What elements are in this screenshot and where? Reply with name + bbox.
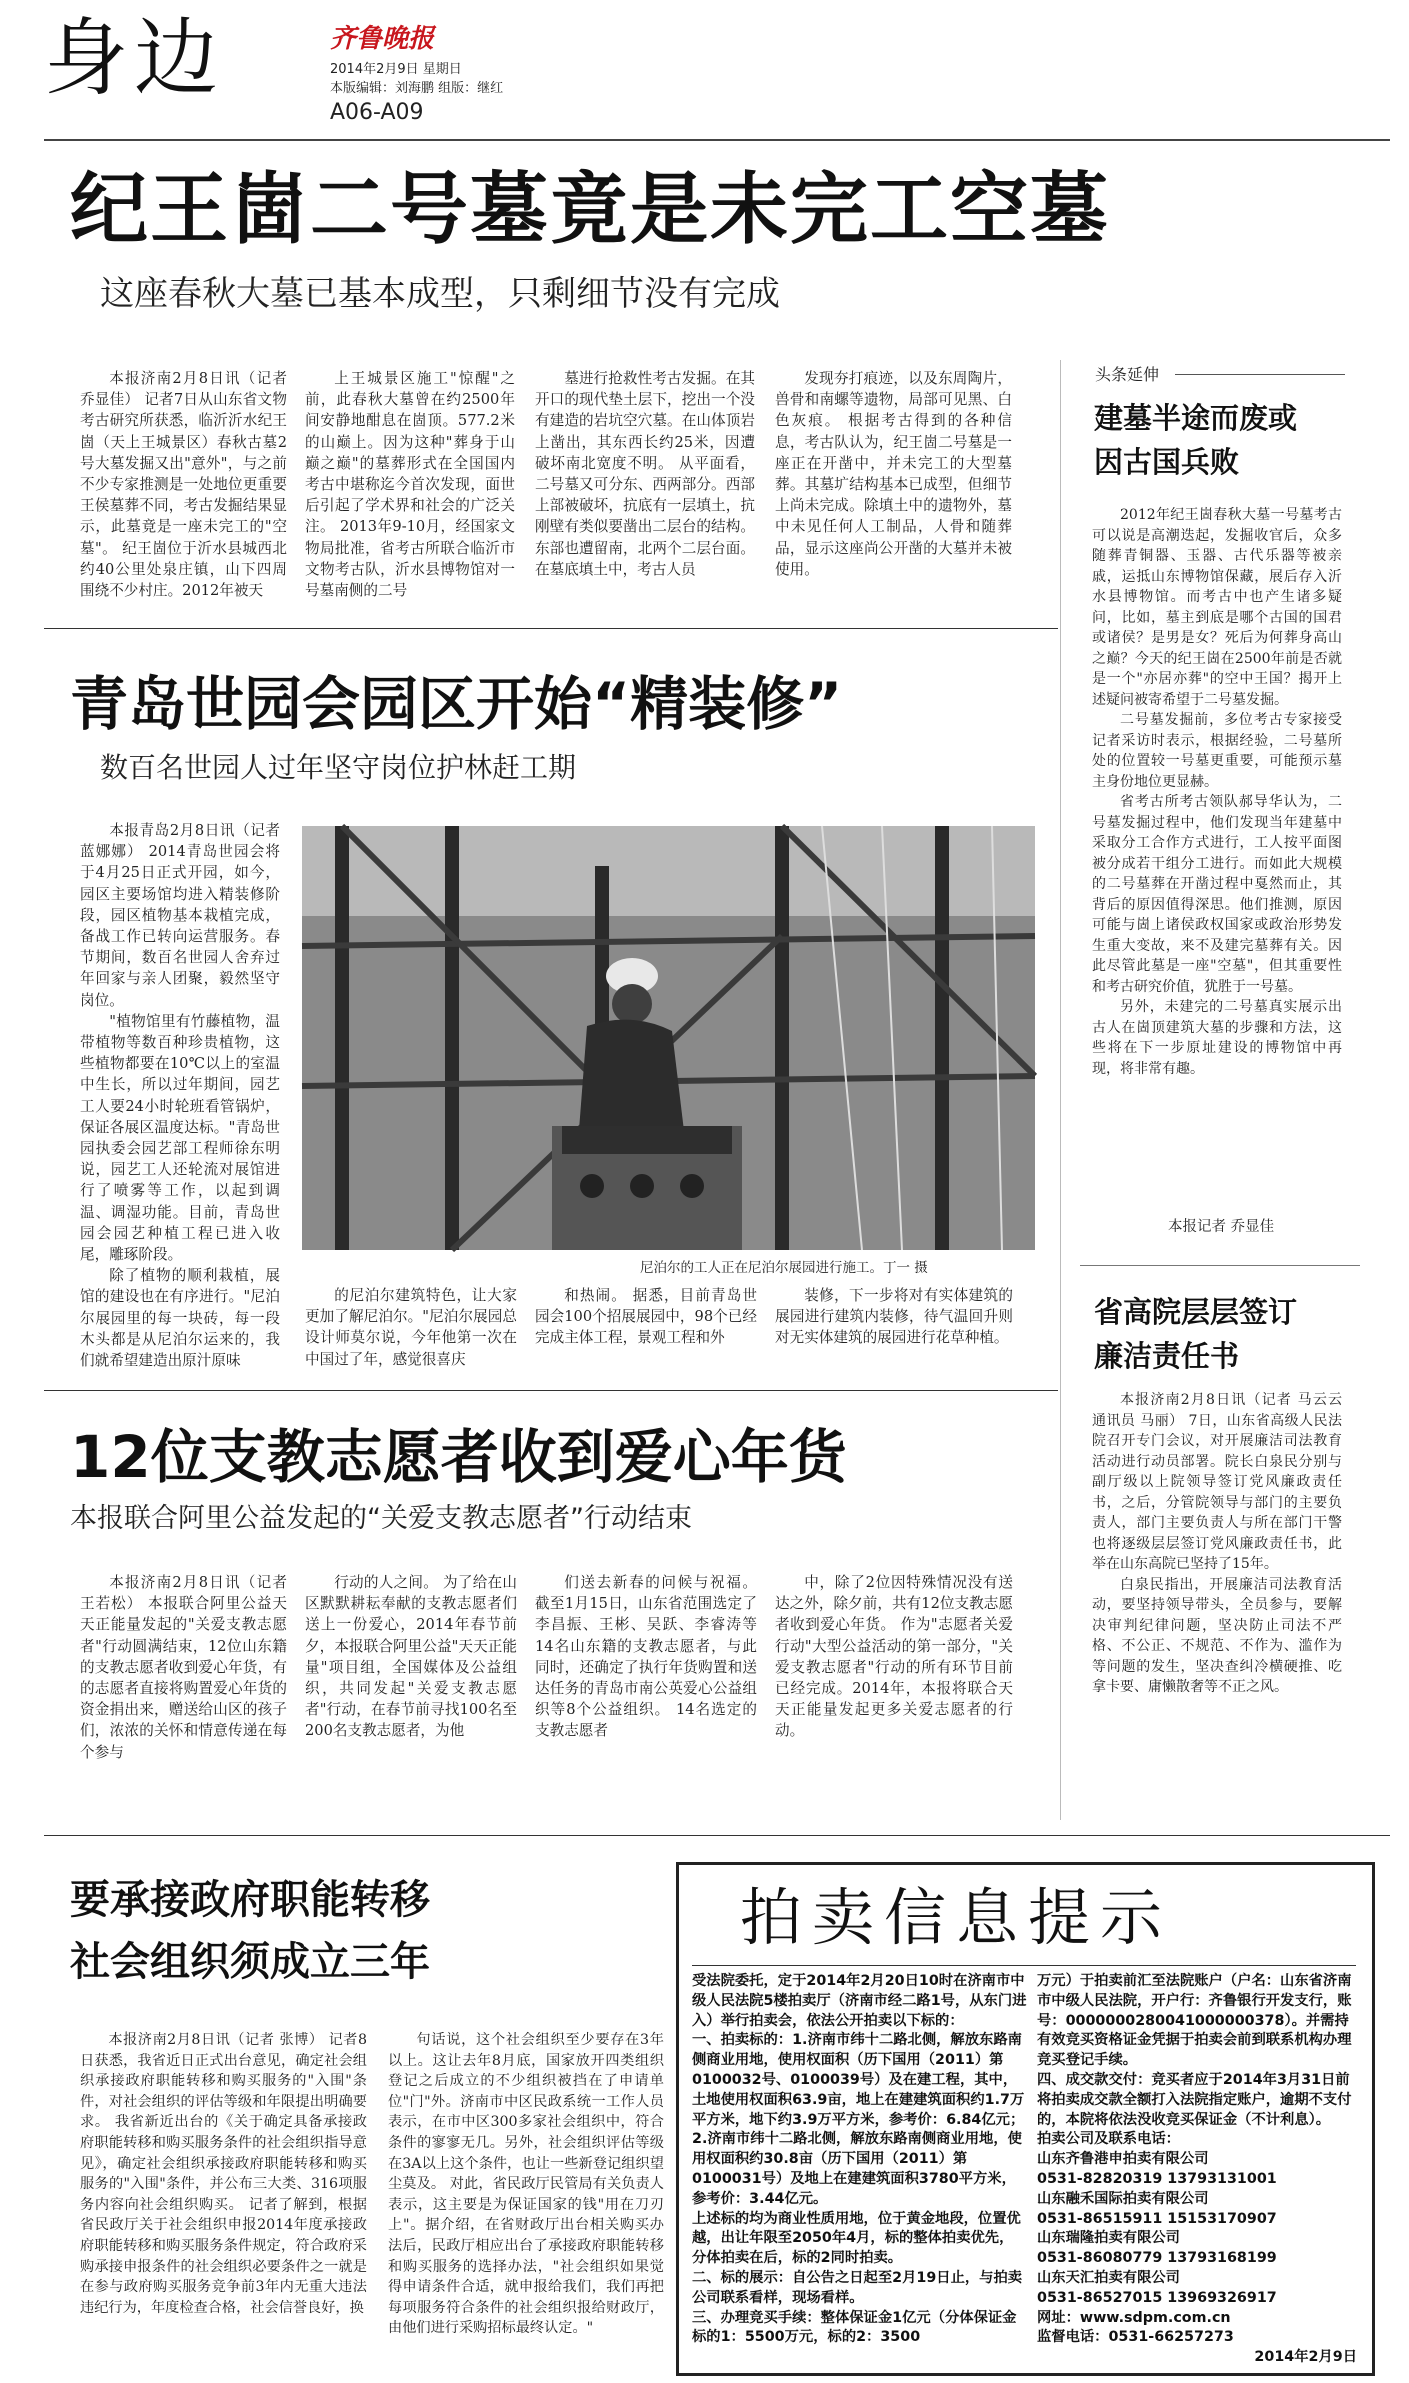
story2-headline: 青岛世园会园区开始“精装修” bbox=[70, 670, 843, 738]
auction-right-column: 万元）于拍卖前汇至法院账户（户名：山东省济南市中级人民法院，开户行：齐鲁银行开发支行，账号：0000000280041000000378）。并需持有效竞买资格证金凭据于拍卖会前到联系机构办理竞买登记手续。 四、成交款交付：竞买者应于2014年3月31日前将拍卖成交款全额打入法院指定账户，逾期不支付的，本院将依法没收竞买保证金（不计利息）。 拍卖公司及联系电话： 山东齐鲁港申拍卖有限公司 0531-82820319 13793131001 山东融禾国际拍卖有限公司 0531-86515911 15153170907 山东瑞隆拍卖有限公司 0531-86080779 13793168199 山东天汇拍卖有限公司 0531-86527015 13969326917 网址：www.sdpm.com.cn 监督电话：0531-66257273 2014年2月9日 bbox=[1037, 1973, 1357, 2366]
sidebar1-headline: 建墓半途而废或因古国兵败 bbox=[1094, 401, 1298, 479]
story1-column-1: 本报济南2月8日讯（记者 乔显佳） 记者7日从山东省文物考古研究所获悉，临沂沂水纪王崮（天上王城景区）春秋古墓2号大墓发掘又出"意外"，与之前不少专家推测是一处地位更重要王侯墓葬不同，考古发掘结果显示，此墓竟是一座未完工的"空墓"。 纪王崮位于沂水县城西北约40公里处泉庄镇，山下四周围绕不少村庄。2012年被天 bbox=[80, 370, 287, 600]
page-range: A06-A09 bbox=[330, 100, 424, 125]
story3-column-4: 中，除了2位因特殊情况没有送达之外，除夕前，共有12位支教志愿者收到爱心年货。 作为"志愿者关爱行动"大型公益活动的第一部分，"关爱支教志愿者"行动的所有环节目前已经完成。2014年，本报将联合天天正能量发起更多关爱志愿者的行动。 bbox=[775, 1574, 1013, 1740]
story3-headline: 12位支教志愿者收到爱心年货 bbox=[70, 1423, 847, 1491]
newspaper-logo: 齐鲁晚报 bbox=[330, 24, 435, 54]
story2-photo bbox=[302, 826, 1035, 1250]
story3-column-2: 行动的人之间。 为了给在山区默默耕耘奉献的支教志愿者们送上一份爱心，2014年春节前夕，本报联合阿里公益"天天正能量"项目组，全国媒体及公益组织，共同发起"关爱支教志愿者"行动，在春节前寻找100名至200名支教志愿者，为他 bbox=[305, 1574, 517, 1740]
story4-headline-line2: 社会组织须成立三年 bbox=[70, 1939, 430, 1985]
story1-column-4: 发现夯打痕迹，以及东周陶片，兽骨和南螺等遗物，局部可见黑、白色灰痕。 根据考古得到的各种信息，考古队认为，纪王崮二号墓是一座正在开凿中，并未完工的大型墓葬。其墓圹结构基本已成型，但细节上尚未完成。除填土中的遗物外，墓中未见任何人工制品，人骨和随葬品，显示这座尚公开凿的大墓并未被使用。 bbox=[775, 370, 1012, 578]
auction-title: 拍卖信息提示 bbox=[740, 1881, 1173, 1954]
issue-date: 2014年2月9日 星期日 bbox=[330, 62, 462, 77]
story2-bottom-rule bbox=[44, 1390, 1058, 1391]
sidebar1-byline: 本报记者 乔显佳 bbox=[1168, 1219, 1275, 1235]
story3-column-3: 们送去新春的问候与祝福。 截至1月15日，山东省范围选定了李昌振、王彬、吴跃、李睿涛等14名山东籍的支教志愿者，与此同时，还确定了执行年货购置和送达任务的青岛市南公英爱心公益组织等8个公益组织。 14名选定的支教志愿者 bbox=[535, 1574, 757, 1740]
story3-subtitle: 本报联合阿里公益发起的“关爱支教志愿者”行动结束 bbox=[70, 1503, 692, 1534]
masthead-rule bbox=[44, 139, 1390, 141]
sidebar1-label-rule bbox=[1175, 374, 1345, 375]
story4-column-2: 句话说，这个社会组织至少要存在3年以上。这让去年8月底，国家放开四类组织登记之后成立的不少组织被挡在了申请单位"门"外。济南市中区民政系统一工作人员表示，在市中区300多家社会组织中，符合条件的寥寥无几。另外，社会组织评估等级在3A以上这个条件，也让一些新登记组织望尘莫及。 对此，省民政厅民管局有关负责人表示，这主要是为保证国家的钱"用在刀刃上"。据介绍，在省财政厅出台相关购买办法后，民政厅相应出台了承接政府职能转移和购买服务的选择办法，"社会组织如果觉得申请条件合适，就申报给我们，我们再把每项服务符合条件的社会组织报给财政厅，由他们进行采购招标最终认定。" bbox=[388, 2032, 664, 2337]
story3-column-1: 本报济南2月8日讯（记者 王若松） 本报联合阿里公益天天正能量发起的"关爱支教志愿者"行动圆满结束，12位山东籍的支教志愿者收到爱心年货，有的志愿者直接将购置爱心年货的资金捐出来，赠送给山区的孩子们，浓浓的关怀和情意传递在每个参与 bbox=[80, 1574, 287, 1761]
story3-bottom-rule bbox=[44, 1835, 1390, 1836]
story2-column-left: 本报青岛2月8日讯（记者 蓝娜娜） 2014青岛世园会将于4月25日正式开园，如今，园区主要场馆均进入精装修阶段，园区植物基本栽植完成，备战工作已转向运营服务。春节期间，数百名世园人舍弃过年回家与亲人团聚，毅然坚守岗位。 "植物馆里有竹藤植物，温带植物等数百种珍贵植物，这些植物都要在10℃以上的室温中生长，所以过年期间，园艺工人要24小时轮班看管锅炉，保证各展区温度达标。"青岛世园执委会园艺部工程师徐东明说，园艺工人还轮流对展馆进行了喷雾等工作，以起到调温、调湿功能。目前，青岛世园会园艺种植工程已进入收尾，雕琢阶段。 除了植物的顺利栽植，展馆的建设也在有序进行。"尼泊尔展园里的每一块砖，每一段木头都是从尼泊尔运来的，我们就希望建造出原汁原味 bbox=[80, 822, 280, 1370]
story2-column-bottom-1: 的尼泊尔建筑特色，让大家更加了解尼泊尔。"尼泊尔展园总设计师莫尔说，今年他第一次在中国过了年，感觉很喜庆 bbox=[305, 1287, 517, 1368]
story1-column-3: 墓进行抢救性考古发掘。在其开口的现代垫土层下，挖出一个没有建造的岩坑空穴墓。在山体顶岩上凿出，其东西长约25米，因遭破坏南北宽度不明。 从平面看，二号墓又可分东、西两部分。西部上部被破坏，抗底有一层填土，抗刚壁有类似要凿出二层台的结构。东部也遭留南，北两个二层台面。在墓底填土中，考古人员 bbox=[535, 370, 755, 578]
story2-column-bottom-2: 和热闹。 据悉，目前青岛世园会100个招展展园中，98个已经完成主体工程，景观工程和外 bbox=[535, 1287, 757, 1347]
story4-column-1: 本报济南2月8日讯（记者 张博） 记者8日获悉，我省近日正式出台意见，确定社会组织承接政府职能转移和购买服务的"入围"条件，对社会组织的评估等级和年限提出明确要求。 我省新近出台的《关于确定具备承接政府职能转移和购买服务条件的社会组织指导意见》，确定社会组织承接政府职能转移和购买服务的"入围"条件，并公布三大类、316项服务内容向社会组织购买。 记者了解到，根据省民政厅关于社会组织申报2014年度承接政府职能转移和购买服务条件规定，符合政府采购承接申报条件的社会组织必要条件之一就是在参与政府购买服务竞争前3年内无重大违法违纪行为，年度检查合格，社会信誉良好，换 bbox=[80, 2032, 367, 2316]
story4-headline-line1: 要承接政府职能转移 bbox=[70, 1877, 430, 1923]
story1-headline: 纪王崮二号墓竟是未完工空墓 bbox=[70, 165, 1111, 255]
editor-credits: 本版编辑：刘海鹏 组版：继红 bbox=[330, 81, 504, 96]
sidebar1-label: 头条延伸 bbox=[1095, 362, 1165, 385]
story2-column-bottom-3: 装修，下一步将对有实体建筑的展园进行建筑内装修，待气温回升则对无实体建筑的展园进行花草种植。 bbox=[775, 1287, 1013, 1347]
sidebar2-body: 本报济南2月8日讯（记者 马云云 通讯员 马丽） 7日，山东省高级人民法院召开专门会议，对开展廉洁司法教育活动进行动员部署。院长白泉民分别与副厅级以上院领导签订党风廉政责任书，之后，分管院领导与部门的主要负责人，部门主要负责人与所在部门干警也将逐级层层签订党风廉政责任书，此举在山东高院已坚持了15年。 白泉民指出，开展廉洁司法教育活动，要坚持领导带头，全员参与，要解决审判纪律问题，坚决防止司法不严格、不公正、不规范、不作为、滥作为等问题的发生，坚决查纠冷横硬推、吃拿卡要、庸懒散奢等不正之风。 bbox=[1092, 1392, 1342, 1695]
sidebar-divider bbox=[1060, 360, 1061, 1820]
story2-subtitle: 数百名世园人过年坚守岗位护林赶工期 bbox=[100, 751, 577, 784]
story1-subtitle: 这座春秋大墓已基本成型，只剩细节没有完成 bbox=[100, 274, 780, 314]
sidebar1-body: 2012年纪王崮春秋大墓一号墓考古可以说是高潮迭起，发掘收官后，众多随葬青铜器、玉器、古代乐器等被亲戚，运抵山东博物馆保藏，展后存入沂水县博物馆。而考古中也产生诸多疑问，比如，墓主到底是哪个古国的国君或诸侯？是男是女？死后为何葬身高山之巅？今天的纪王崮在2500年前是否就是一个"亦居亦葬"的空中王国？揭开上述疑问被寄希望于二号墓发掘。 二号墓发掘前，多位考古专家接受记者采访时表示，根据经验，二号墓所处的位置较一号墓更重要，可能预示墓主身份地位更显赫。 省考古所考古领队郝导华认为，二号墓发掘过程中，他们发现当年建墓中采取分工合作方式进行，工人按平面图被分成若干组分工进行。而如此大规模的二号墓葬在开凿过程中戛然而止，其背后的原因值得深思。他们推测，原因可能与崮上诸侯政权国家或政治形势发生重大变故，来不及建完墓葬有关。因此尽管此墓是一座"空墓"，但其重要性和考古研究价值，犹胜于一号墓。 另外，未建完的二号墓真实展示出古人在崮顶建筑大墓的步骤和方法，这些将在下一步原址建设的博物馆中再现，将非常有趣。 bbox=[1092, 507, 1342, 1077]
section-title: 身边 bbox=[44, 9, 225, 107]
auction-left-column: 受法院委托，定于2014年2月20日10时在济南市中级人民法院5楼拍卖厅（济南市经二路1号，从东门进入）举行拍卖会，依法公开拍卖以下标的： 一、拍卖标的：1.济南市纬十二路北侧，解放东路南侧商业用地，使用权面积（历下国用（2011）第0100032号、0100039号）及在建工程，其中，土地使用权面积63.9亩，地上在建建筑面积约1.7万平方米，地下约3.9万平方米，参考价：6.84亿元；2.济南市纬十二路北侧，解放东路南侧商业用地，使用权面积约30.8亩（历下国用（2011）第0100031号）及地上在建建筑面积3780平方米，参考价：3.44亿元。 上述标的均为商业性质用地，位于黄金地段，位置优越，出让年限至2050年4月，标的整体拍卖优先，分体拍卖在后，标的2同时拍卖。 二、标的展示：自公告之日起至2月19日止，与拍卖公司联系看样，现场看样。 三、办理竞买手续：整体保证金1亿元（分体保证金标的1：5500万元，标的2：3500 bbox=[692, 1973, 1027, 2346]
sidebar2-headline: 省高院层层签订廉洁责任书 bbox=[1094, 1295, 1298, 1373]
story2-photo-caption: 尼泊尔的工人正在尼泊尔展园进行施工。丁一 摄 bbox=[640, 1260, 928, 1276]
sidebar2-top-rule bbox=[1080, 1265, 1360, 1266]
story1-bottom-rule bbox=[44, 628, 1058, 629]
auction-title-rule bbox=[692, 1965, 1356, 1966]
story1-column-2: 上王城景区施工"惊醒"之前，此春秋大墓曾在约2500年间安静地酣息在崮顶。577.2米的山巅上。因为这种"葬身于山巅之巅"的墓葬形式在全国国内考古中堪称迄今首次发现，面世后引起了学术界和社会的广泛关注。 2013年9-10月，经国家文物局批准，省考古所联合临沂市文物考古队，沂水县博物馆对一号墓南侧的二号 bbox=[305, 370, 515, 600]
construction-photo-graphic bbox=[302, 826, 1035, 1250]
